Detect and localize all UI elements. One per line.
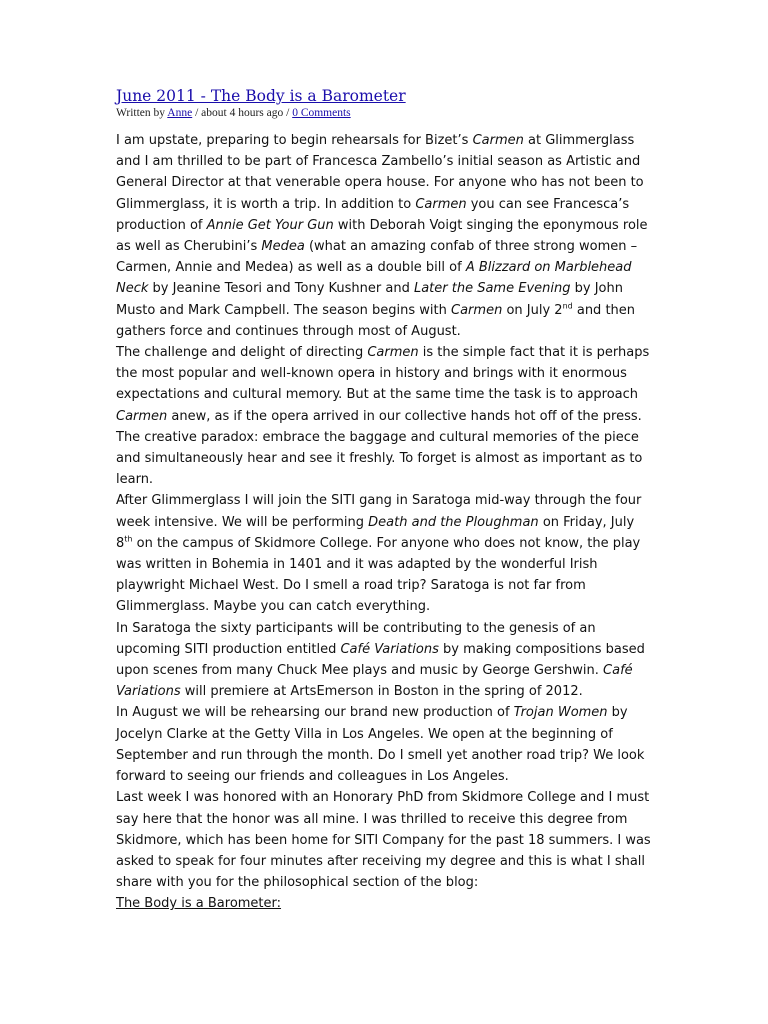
paragraph-1 [116, 130, 656, 342]
italic-title: Medea [261, 239, 305, 255]
text: and then [572, 302, 636, 318]
paragraph-5 [116, 702, 656, 787]
text: week intensive. We will be performing [116, 514, 369, 530]
text-line: Glimmerglass. Maybe you can catch everything. [116, 599, 431, 615]
italic-title: Annie Get Your Gun [206, 217, 334, 233]
text: by John [570, 281, 623, 297]
text: by making compositions based [438, 641, 645, 657]
subheading-text: The Body is a Barometer: [116, 896, 282, 912]
section-subheading [116, 893, 656, 914]
post-title-link[interactable]: June 2011 - The Body is a Barometer [116, 87, 406, 105]
italic-title: Trojan Women [513, 705, 608, 721]
text: Carmen, Annie and Medea) as well as a double bill of [116, 260, 466, 276]
comments-link[interactable]: 0 Comments [292, 107, 351, 119]
text-line: learn. [116, 472, 154, 488]
text: with Deborah Voigt singing the eponymous role [333, 217, 648, 233]
italic-title: Carmen [472, 133, 524, 148]
text: by [607, 705, 628, 721]
italic-title: Carmen [367, 345, 419, 361]
text: I am upstate, preparing to begin rehearsals for Bizet’s [116, 133, 473, 148]
italic-title: Carmen [451, 302, 503, 318]
text: on the campus of Skidmore College. For anyone who does not know, the play [132, 535, 641, 551]
italic-title: Variations [116, 684, 181, 700]
text: at Glimmerglass [523, 133, 635, 148]
text: 8 [116, 535, 125, 551]
text-line: the most popular and well-known opera in history and brings with it enormous [116, 366, 627, 382]
italic-title: Neck [116, 281, 149, 297]
text: Glimmerglass, it is worth a trip. In addition to [116, 196, 416, 212]
text-line: forward to seeing our friends and colleagues in Los Angeles. [116, 769, 509, 785]
italic-title: Carmen [415, 196, 467, 212]
text: anew, as if the opera arrived in our collective hands hot off of the press. [167, 408, 642, 424]
author-link[interactable]: Anne [167, 107, 193, 119]
paragraph-2 [116, 342, 656, 490]
italic-title: Café [603, 663, 633, 679]
italic-title: Later the Same Evening [413, 281, 571, 297]
text: on July 2 [502, 302, 563, 318]
text: The challenge and delight of directing [116, 345, 368, 361]
post-body [116, 130, 656, 915]
byline-prefix: Written by [116, 107, 168, 119]
paragraph-6 [116, 787, 656, 893]
paragraph-4 [116, 618, 656, 703]
italic-title: Death and the Ploughman [368, 514, 539, 530]
byline-timestamp: / about 4 hours ago / [192, 107, 293, 119]
text: is the simple fact that it is perhaps [418, 345, 650, 361]
italic-title: Café Variations [340, 641, 439, 657]
text: you can see Francesca’s [466, 196, 630, 212]
text-line: and simultaneously hear and see it freshly. To forget is almost as important as to [116, 451, 643, 467]
text-line: The creative paradox: embrace the baggage and cultural memories of the piece [116, 429, 639, 445]
text-line: In Saratoga the sixty participants will be contributing to the genesis of an [116, 620, 596, 636]
text-line: General Director at that venerable opera house. For anyone who has not been to [116, 175, 644, 191]
text-line: Last week I was honored with an Honorary PhD from Skidmore College and I must [116, 790, 650, 806]
text: upon scenes from many Chuck Mee plays and music by George Gershwin. [116, 663, 604, 679]
text-line: say here that the honor was all mine. I was thrilled to receive this degree from [116, 811, 628, 827]
text: by Jeanine Tesori and Tony Kushner and [148, 281, 414, 297]
text-line: asked to speak for four minutes after receiving my degree and this is what I shall [116, 853, 646, 869]
text: will premiere at ArtsEmerson in Boston in the spring of 2012. [180, 684, 583, 700]
text-line: Skidmore, which has been home for SITI Company for the past 18 summers. I was [116, 832, 651, 848]
text: In August we will be rehearsing our brand new production of [116, 705, 514, 721]
text: upcoming SITI production entitled [116, 641, 341, 657]
italic-title: A Blizzard on Marblehead [465, 260, 632, 276]
text: on Friday, July [538, 514, 635, 530]
ordinal-suffix: nd [562, 301, 573, 311]
text-line: September and run through the month. Do I smell yet another road trip? We look [116, 747, 645, 763]
text-line: expectations and cultural memory. But at the same time the task is to approach [116, 387, 639, 403]
text-line: playwright Michael West. Do I smell a road trip? Saratoga is not far from [116, 578, 586, 594]
italic-title: Carmen [116, 408, 168, 424]
text: production of [116, 217, 207, 233]
text: (what an amazing confab of three strong women – [304, 239, 638, 255]
paragraph-3 [116, 490, 656, 617]
byline [116, 107, 351, 119]
text-line: was written in Bohemia in 1401 and it was adapted by the wonderful Irish [116, 557, 598, 573]
text-line: Jocelyn Clarke at the Getty Villa in Los Angeles. We open at the beginning of [116, 726, 613, 742]
text-line: gathers force and continues through most of August. [116, 323, 461, 339]
text: as well as Cherubini’s [116, 239, 262, 255]
text-line: After Glimmerglass I will join the SITI gang in Saratoga mid-way through the four [116, 493, 642, 509]
text: Musto and Mark Campbell. The season begins with [116, 302, 452, 318]
text-line: share with you for the philosophical section of the blog: [116, 875, 479, 891]
ordinal-suffix: th [124, 534, 133, 544]
text-line: and I am thrilled to be part of Francesca Zambello’s initial season as Artistic and [116, 154, 641, 170]
